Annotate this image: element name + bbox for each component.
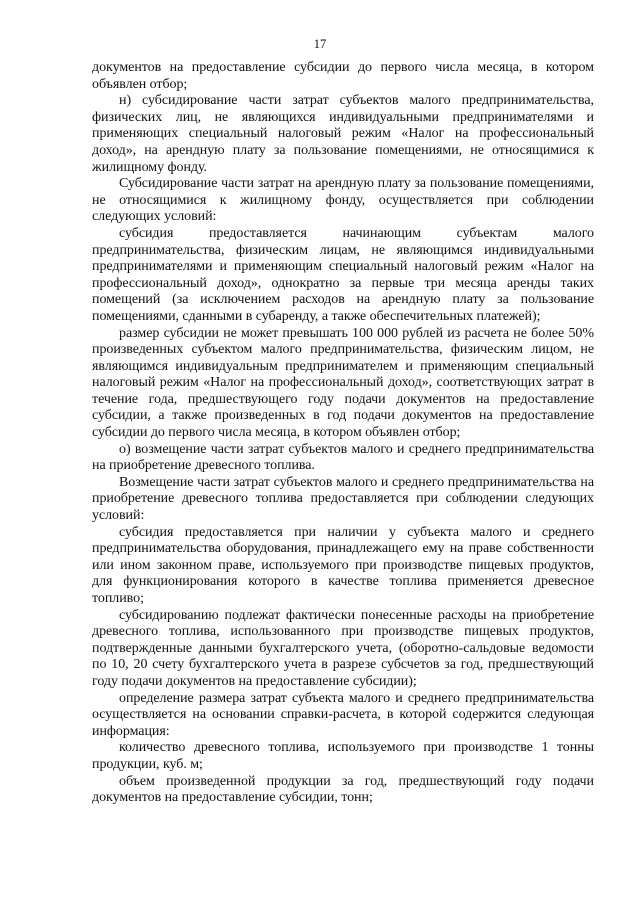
paragraph-item-n: н) субсидирование части затрат субъектов малого предпринимательства, физических лиц, не являющихся индивидуальными предпринимателями и применяющих специальный налоговый режим «Налог на профессиональный доход», на арендную плату за пользование помещениями, не относящимися к жилищному фонду. <box>92 93 594 175</box>
paragraph-continuation: документов на предоставление субсидии до первого числа месяца, в котором объявлен отбор; <box>92 60 594 92</box>
page-number: 17 <box>313 37 327 51</box>
paragraph-fuel-condition-1: субсидия предоставляется при наличии у субъекта малого и среднего предпринимательства оборудования, принадлежащего ему на праве собственности или ином законном праве, используемого при производстве пищевых продуктов, для функционирования которого в качестве топлива применяется древесное топливо; <box>92 524 594 606</box>
paragraph-info-item-1: количество древесного топлива, используемого при производстве 1 тонны продукции, куб. м; <box>92 740 594 772</box>
paragraph-fuel-condition-3: определение размера затрат субъекта малого и среднего предпринимательства осуществляется на основании справки-расчета, в которой содержится следующая информация: <box>92 690 594 739</box>
paragraph-info-item-2: объем произведенной продукции за год, предшествующий году подачи документов на предоставление субсидии, тонн; <box>92 773 594 806</box>
paragraph-fuel-condition-2: субсидированию подлежат фактически понесенные расходы на приобретение древесного топлива, использованного при производстве пищевых продуктов, подтвержденные данными бухгалтерского учета, (оборотно-сальдовые ведомости по 10, 20 счету бухгалтерского учета в разрезе субсчетов за год, предшествующий году подачи документов на предоставление субсидии); <box>92 607 594 689</box>
document-body <box>92 60 594 807</box>
paragraph-rent-conditions-intro: Субсидирование части затрат на арендную плату за пользование помещениями, не относящимися к жилищному фонду, осуществляется при соблюдении следующих условий: <box>92 176 594 225</box>
paragraph-fuel-conditions-intro: Возмещение части затрат субъектов малого и среднего предпринимательства на приобретение древесного топлива предоставляется при соблюдении следующих условий: <box>92 474 594 524</box>
paragraph-rent-condition-2: размер субсидии не может превышать 100 000 рублей из расчета не более 50% произведенных субъектом малого предпринимательства, физическим лицом, не являющимся индивидуальным предпринимателем и применяющим специальный налоговый режим «Налог на профессиональный доход», соответствующих затрат в течение года, предшествующего году подачи документов на предоставление субсидии, а также произведенных в год подачи документов на предоставление субсидии до первого числа месяца, в котором объявлен отбор; <box>92 325 594 441</box>
paragraph-item-o: о) возмещение части затрат субъектов малого и среднего предпринимательства на приобретение древесного топлива. <box>92 441 594 474</box>
paragraph-rent-condition-1: субсидия предоставляется начинающим субъектам малого предпринимательства, физическим лицам, не являющимся индивидуальными предпринимателями и применяющим специальный налоговый режим «Налог на профессиональный доход», однократно за первые три месяца аренды таких помещений (за исключением расходов на арендную плату за пользование помещениями, сданными в субаренду, а также обеспечительных платежей); <box>92 225 594 324</box>
